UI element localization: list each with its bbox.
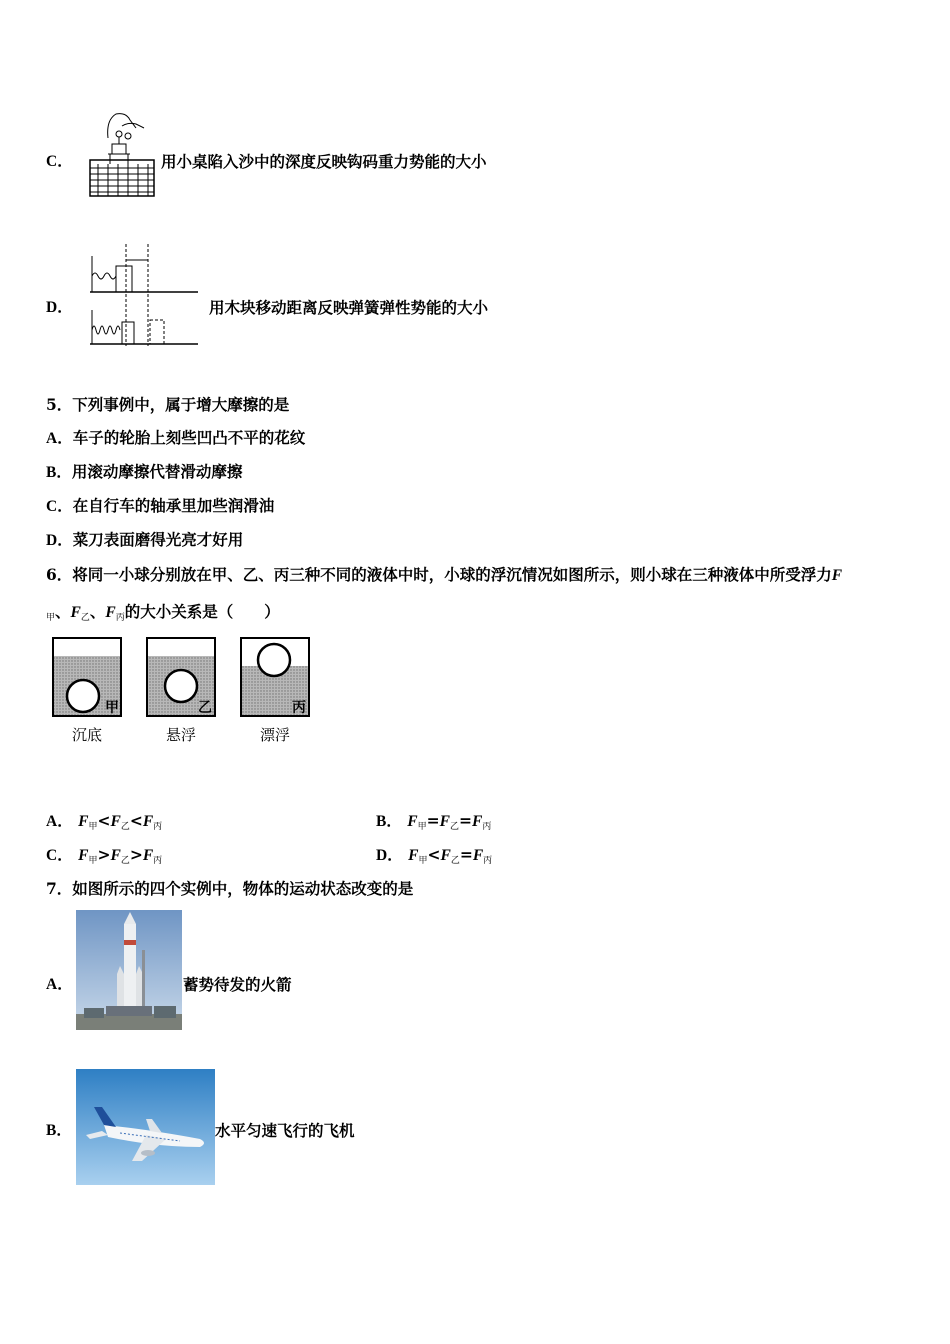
caption-float: 漂浮: [260, 726, 291, 744]
subscript: 甲: [88, 856, 98, 866]
force-symbol: F: [472, 847, 484, 864]
option-text: 用滚动摩擦代替滑动摩擦: [71, 462, 243, 481]
subscript-jia: 甲: [46, 613, 56, 623]
q5-option-d: [46, 530, 243, 551]
tag-yi: 乙: [198, 700, 212, 716]
separator: 、: [55, 602, 71, 621]
option-label: C．: [46, 498, 73, 515]
q4-option-d-label: D．: [46, 299, 73, 316]
relation-symbol: <: [129, 811, 143, 830]
subscript: 乙: [120, 822, 130, 832]
relation-symbol: >: [129, 845, 143, 864]
q7-stem: 7．如图所示的四个实例中，物体的运动状态改变的是: [46, 879, 414, 898]
subscript: 甲: [417, 822, 427, 832]
force-symbol: F: [407, 813, 418, 830]
option-text: 菜刀表面磨得光亮才好用: [72, 530, 244, 549]
stem-tail: 的大小关系是（ ）: [124, 602, 280, 621]
force-symbol: F: [831, 567, 843, 584]
subscript: 甲: [88, 822, 98, 832]
option-label: D．: [46, 532, 73, 549]
q5-option-b: [46, 462, 242, 483]
caption-sink: 沉底: [72, 726, 103, 744]
q6-option-a: [46, 811, 162, 837]
option-label: B．: [376, 813, 402, 830]
force-symbol: F: [70, 604, 81, 621]
force-symbol: F: [110, 847, 121, 864]
option-label: C．: [46, 847, 73, 864]
buoyancy-figure: [50, 636, 320, 722]
caption-suspend: 悬浮: [166, 726, 197, 744]
rocket-photo: [76, 910, 182, 1030]
tag-jia: 甲: [105, 700, 119, 716]
q4-option-c-text: 用小桌陷入沙中的深度反映钩码重力势能的大小: [161, 152, 487, 171]
force-symbol: F: [439, 813, 450, 830]
option-label: D．: [376, 847, 403, 864]
stem-text: 6．将同一小球分别放在甲、乙、丙三种不同的液体中时，小球的浮沉情况如图所示，则小球在三种液体中所受浮力: [46, 565, 832, 584]
q6-option-c: [46, 845, 162, 871]
relation-symbol: =: [459, 845, 473, 864]
force-symbol: F: [78, 847, 89, 864]
option-label: A．: [46, 430, 73, 447]
option-text: 在自行车的轴承里加些润滑油: [72, 496, 275, 515]
relation-symbol: >: [97, 845, 111, 864]
force-symbol: F: [142, 813, 154, 830]
q7-option-a-label: A．: [46, 976, 73, 993]
relation-symbol: <: [427, 845, 441, 864]
q6-stem-line1: [46, 565, 842, 586]
force-symbol: F: [142, 847, 154, 864]
subscript-bing: 丙: [115, 613, 125, 623]
spring-block-figure: [86, 240, 202, 348]
airplane-photo: [76, 1069, 215, 1185]
force-symbol: F: [105, 604, 116, 621]
subscript: 甲: [418, 856, 428, 866]
option-label: B．: [46, 464, 72, 481]
q5-option-c: [46, 496, 274, 517]
sand-table-figure: [86, 108, 158, 200]
relation-symbol: =: [458, 811, 472, 830]
q5-stem: 5．下列事例中，属于增大摩擦的是: [46, 395, 290, 414]
q7-option-b-label: B．: [46, 1122, 72, 1139]
q4-option-c-label: C．: [46, 153, 73, 170]
relation-symbol: =: [426, 811, 440, 830]
force-symbol: F: [471, 813, 483, 830]
q5-option-a: [46, 428, 305, 449]
q4-option-d-text: 用木块移动距离反映弹簧弹性势能的大小: [209, 298, 489, 317]
force-symbol: F: [408, 847, 419, 864]
subscript: 丙: [153, 822, 163, 832]
force-symbol: F: [110, 813, 121, 830]
separator: 、: [89, 602, 106, 621]
subscript: 乙: [449, 822, 459, 832]
subscript: 丙: [483, 856, 493, 866]
q7-option-a-text: 蓄势待发的火箭: [183, 975, 292, 994]
force-symbol: F: [440, 847, 451, 864]
subscript: 乙: [120, 856, 130, 866]
relation-symbol: <: [97, 811, 111, 830]
q7-option-b-text: 水平匀速飞行的飞机: [215, 1121, 355, 1140]
force-symbol: F: [78, 813, 89, 830]
q6-stem-line2: [46, 602, 280, 628]
option-text: 车子的轮胎上刻些凹凸不平的花纹: [72, 428, 306, 447]
subscript: 丙: [153, 856, 163, 866]
subscript-yi: 乙: [80, 613, 90, 623]
option-label: A．: [46, 813, 73, 830]
tag-bing: 丙: [292, 700, 306, 716]
subscript: 乙: [450, 856, 460, 866]
q6-option-b: [376, 811, 491, 837]
q6-option-d: [376, 845, 492, 871]
subscript: 丙: [482, 822, 492, 832]
